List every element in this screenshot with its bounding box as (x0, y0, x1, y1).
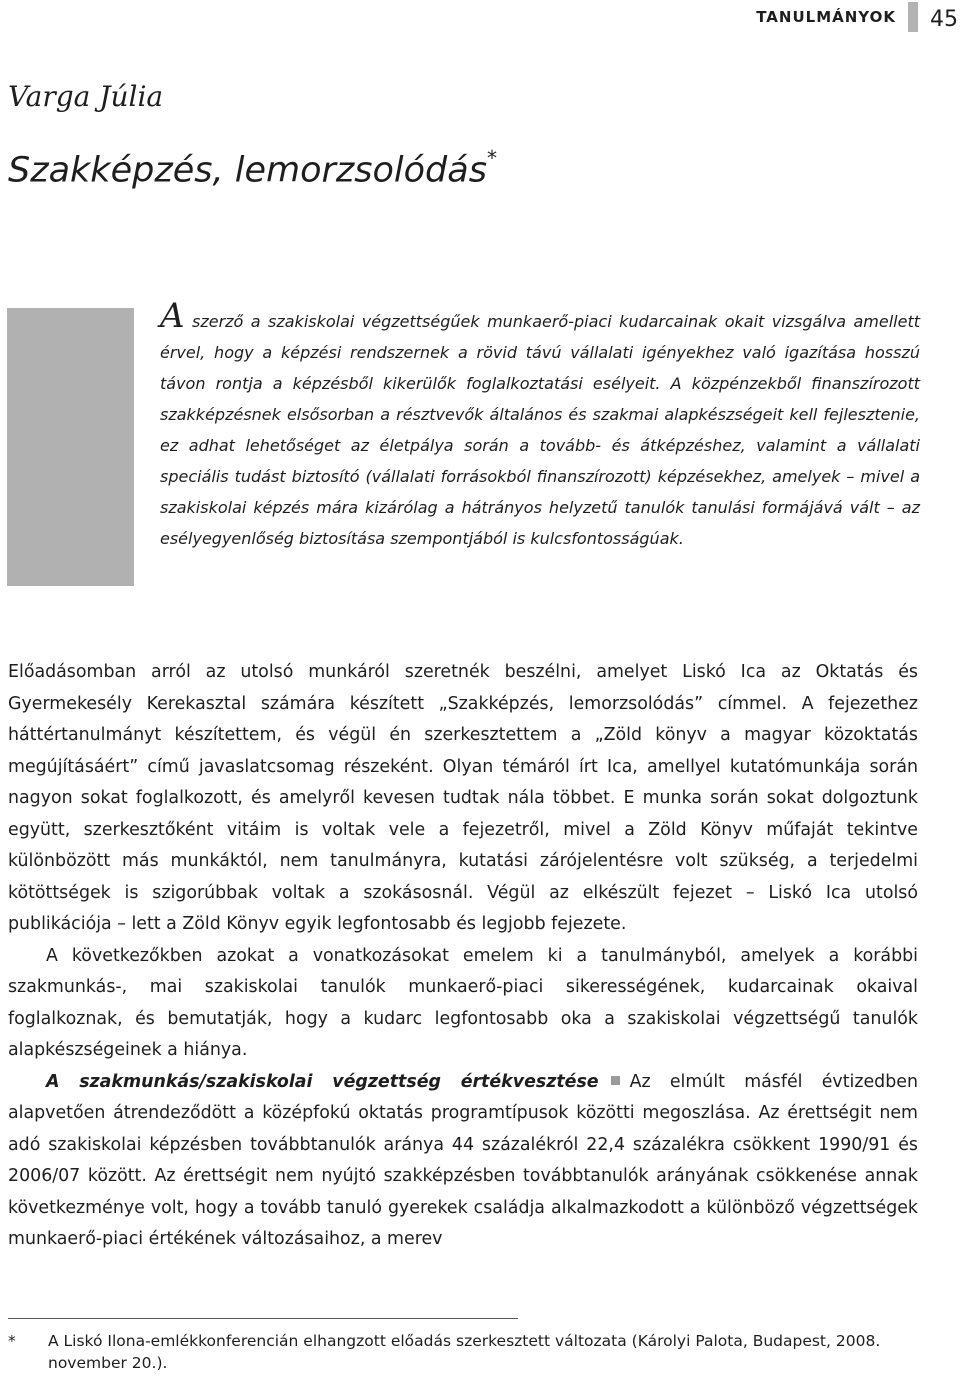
section-label: TANULMÁNYOK (756, 8, 896, 26)
article-body (8, 657, 918, 1256)
footnote (8, 1330, 918, 1374)
subheading: A szakmunkás/szakiskolai végzettség értékvesztése (46, 1071, 599, 1092)
abstract-text: szerző a szakiskolai végzettségűek munkaerő-piaci kudarcainak okait vizsgálva amellett érvel, hogy a képzési rendszernek a rövid távú vállalati igényekhez való igazítása hosszú távon rontja a képzésből kikerülők foglalkoztatási esélyeit. A közpénzekből finanszírozott szakképzésnek elsősorban a résztvevők általános és szakmai alapkészségeit kell fejlesztenie, ez adhat lehetőséget az életpálya során a tovább- és átképzéshez, valamint a vállalati speciális tudást biztosító (vállalati forrásokból finanszírozott) képzésekhez, amelyek – mivel a szakiskolai képzés mára kizárólag a hátrányos helyzetű tanulók tanulási formájává vált – az esélyegyenlőség biztosítása szempontjából is kulcsfontosságúak. (160, 312, 920, 548)
body-paragraph: A következőkben azokat a vonatkozásokat emelem ki a tanulmányból, amelyek a korábbi szakmunkás-, mai szakiskolai tanulók munkaerő-piaci sikerességének, kudarcainak okaival foglalkoznak, és bemutatják, hogy a kudarc legfontosabb oka a szakiskolai végzettségű tanulók alapkészségeinek a hiánya. (8, 945, 918, 1060)
footnote-text: A Liskó Ilona-emlékkonferencián elhangzott előadás szerkesztett változata (Károlyi Palota, Budapest, 2008. november 20.). (48, 1332, 881, 1372)
article-title (8, 146, 497, 191)
footnote-divider (8, 1318, 518, 1319)
body-paragraph-text: Az elmúlt másfél évtizedben alapvetően átrendeződött a középfokú oktatás programtípusok közötti megoszlása. Az érettségit nem adó szakiskolai képzésben továbbtanulók aránya 44 százalékról 22,4 százalékra csökkent 1990/91 és 2006/07 között. Az érettségit nem nyújtó szakképzésben továbbtanulók arányának csökkenése annak következménye volt, hogy a tovább tanuló gyerekek családja alkalmazkodott a különböző végzettségek munkaerő-piaci értékének változásaihoz, a merev (8, 1071, 918, 1249)
square-bullet-icon (611, 1076, 620, 1085)
header-divider-bar (908, 2, 918, 32)
abstract-decorative-block (7, 308, 134, 586)
body-paragraph: Előadásomban arról az utolsó munkáról szeretnék beszélni, amelyet Liskó Ica az Oktatás és Gyermekesély Kerekasztal számára készített „Szakképzés, lemorzsolódás” címmel. A fejezethez háttértanulmányt készítettem, és végül én szerkesztettem a „Zöld könyv a magyar közoktatás megújításáért” című javaslatcsomag részeként. Olyan témáról írt Ica, amellyel kutatómunkája során nagyon sokat foglalkozott, és amelyről kevesen tudtak nála többet. E munka során sokat dolgoztunk együtt, szerkesztőként vitáim is voltak vele a fejezetről, mivel a Zöld Könyv műfaját tekintve különbözött más munkáktól, nem tanulmányra, kutatási zárójelentésre volt szükség, a terjedelmi kötöttségek is szigorúbbak voltak a szokásosnál. Végül az elkészült fejezet – Liskó Ica utolsó publikációja – lett a Zöld Könyv egyik legfontosabb és legjobb fejezete. (8, 662, 918, 934)
author-name: Varga Júlia (8, 80, 164, 113)
footnote-mark: * (8, 1332, 16, 1350)
body-paragraph-with-subheading (8, 1067, 918, 1256)
article-title-text: Szakképzés, lemorzsolódás (8, 150, 487, 191)
page-header (0, 0, 960, 40)
abstract (160, 296, 920, 554)
abstract-dropcap: A (160, 296, 185, 336)
page-number: 45 (930, 7, 958, 32)
title-footnote-mark: * (486, 146, 497, 170)
